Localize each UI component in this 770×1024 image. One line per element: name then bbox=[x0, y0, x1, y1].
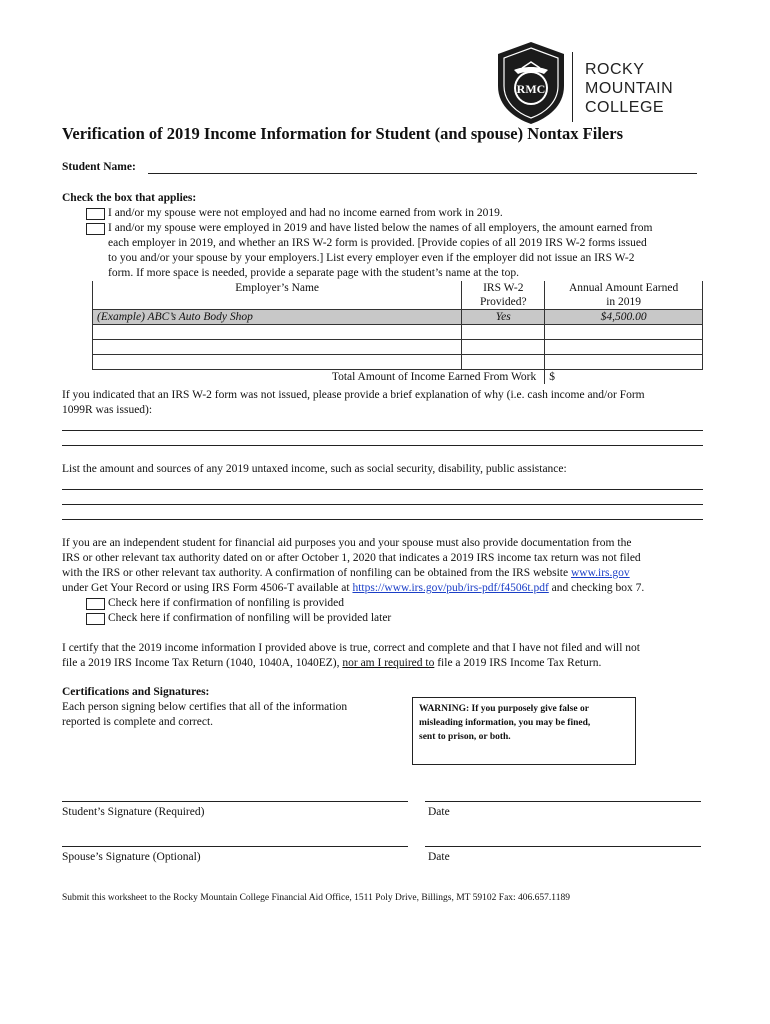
spouse-date-label: Date bbox=[428, 851, 450, 863]
w2-provided-header bbox=[462, 281, 545, 310]
independent-line4 bbox=[62, 581, 644, 596]
certify-line2-text: file a 2019 IRS Income Tax Return (1040, 1040A, 1040EZ), bbox=[62, 657, 343, 669]
nonfiling-later-checkbox[interactable] bbox=[86, 613, 105, 625]
amount-cell[interactable] bbox=[545, 355, 703, 370]
w2-cell[interactable] bbox=[462, 325, 545, 340]
nonfiling-provided-label: Check here if confirmation of nonfiling is provided bbox=[108, 597, 345, 609]
warning-line1: WARNING: If you purposely give false or bbox=[419, 704, 589, 714]
college-name-line1: ROCKY bbox=[585, 61, 645, 78]
warning-line2: misleading information, you may be fined, bbox=[419, 718, 591, 728]
employer-table bbox=[92, 281, 703, 384]
form-4506t-link[interactable]: https://www.irs.gov/pub/irs-pdf/f4506t.pdf bbox=[352, 582, 549, 594]
spouse-date-field[interactable] bbox=[425, 846, 701, 847]
spouse-signature-field[interactable] bbox=[62, 846, 408, 847]
w2-explanation-line[interactable] bbox=[62, 445, 703, 446]
student-name-label: Student Name: bbox=[62, 161, 136, 173]
signatures-desc-line1: Each person signing below certifies that all of the information bbox=[62, 701, 348, 713]
employer-name-header-text: Employer’s Name bbox=[235, 282, 320, 294]
student-date-label: Date bbox=[428, 806, 450, 818]
independent-line3-text: with the IRS or other relevant tax authority. A confirmation of nonfiling can be obtained from the IRS website bbox=[62, 567, 571, 579]
independent-line2: IRS or other relevant tax authority dated on or after October 1, 2020 that indicates a 2019 IRS income tax return was not filed bbox=[62, 552, 641, 564]
w2-explanation-prompt-line1: If you indicated that an IRS W-2 form was not issued, please provide a brief explanation of why (i.e. cash income and/or Form bbox=[62, 389, 645, 401]
table-row[interactable] bbox=[93, 325, 703, 340]
amount-cell[interactable] bbox=[545, 325, 703, 340]
footer-submit-instructions: Submit this worksheet to the Rocky Mountain College Financial Aid Office, 1511 Poly Drive, Billings, MT 59102 Fax: 406.657.1189 bbox=[62, 893, 570, 903]
independent-line4-tail: and checking box 7. bbox=[548, 582, 645, 594]
warning-box bbox=[412, 697, 636, 765]
untaxed-income-line[interactable] bbox=[62, 519, 703, 520]
total-amount-cell[interactable] bbox=[545, 370, 703, 385]
untaxed-income-prompt: List the amount and sources of any 2019 untaxed income, such as social security, disability, public assistance: bbox=[62, 463, 567, 475]
nonfiling-later-label: Check here if confirmation of nonfiling will be provided later bbox=[108, 612, 392, 624]
table-row[interactable] bbox=[93, 340, 703, 355]
employer-name-header bbox=[93, 281, 462, 310]
signatures-desc-line2: reported is complete and correct. bbox=[62, 716, 214, 728]
employer-name-cell[interactable] bbox=[93, 355, 462, 370]
independent-line4-text: under Get Your Record or using IRS Form 4506-T available at bbox=[62, 582, 353, 594]
independent-line3 bbox=[62, 566, 630, 581]
student-name-field[interactable] bbox=[148, 173, 697, 174]
amount-cell[interactable] bbox=[545, 340, 703, 355]
college-name bbox=[585, 60, 673, 117]
example-row bbox=[93, 310, 703, 325]
employed-label-line3: to you and/or your spouse by your employers.] List every employer even if the employer did not issue an IRS W-2 bbox=[108, 252, 635, 264]
employed-label-line4: form. If more space is needed, provide a separate page with the student’s name at the top. bbox=[108, 267, 519, 279]
not-employed-label: I and/or my spouse were not employed and had no income earned from work in 2019. bbox=[108, 207, 503, 219]
table-row[interactable] bbox=[93, 355, 703, 370]
example-w2: Yes bbox=[462, 310, 545, 325]
check-box-heading: Check the box that applies: bbox=[62, 192, 197, 204]
annual-amount-header bbox=[545, 281, 703, 310]
example-amount: $4,500.00 bbox=[545, 310, 703, 325]
w2-cell[interactable] bbox=[462, 355, 545, 370]
employed-label-line2: each employer in 2019, and whether an IRS W-2 form is provided. [Provide copies of all 2019 IRS W-2 forms issued bbox=[108, 237, 647, 249]
example-employer: (Example) ABC’s Auto Body Shop bbox=[93, 310, 462, 325]
w2-cell[interactable] bbox=[462, 340, 545, 355]
nonfiling-provided-checkbox[interactable] bbox=[86, 598, 105, 610]
w2-header-line1: IRS W-2 bbox=[483, 282, 524, 294]
employer-name-cell[interactable] bbox=[93, 340, 462, 355]
signatures-heading: Certifications and Signatures: bbox=[62, 686, 210, 698]
w2-explanation-prompt-line2: 1099R was issued): bbox=[62, 404, 153, 416]
table-header-row bbox=[93, 281, 703, 310]
total-row bbox=[93, 370, 703, 385]
not-employed-checkbox[interactable] bbox=[86, 208, 105, 220]
logo-divider bbox=[572, 52, 573, 122]
college-name-line2: MOUNTAIN bbox=[585, 80, 674, 97]
employed-label-line1: I and/or my spouse were employed in 2019 and have listed below the names of all employers, the amount earned from bbox=[108, 222, 653, 234]
untaxed-income-line[interactable] bbox=[62, 489, 703, 490]
certify-line2-tail: file a 2019 IRS Income Tax Return. bbox=[434, 657, 602, 669]
untaxed-income-line[interactable] bbox=[62, 504, 703, 505]
warning-line3: sent to prison, or both. bbox=[419, 732, 511, 742]
certify-line2 bbox=[62, 656, 601, 671]
total-currency: $ bbox=[549, 371, 555, 383]
amount-header-line1: Annual Amount Earned bbox=[569, 282, 679, 294]
college-name-line3: COLLEGE bbox=[585, 99, 665, 116]
irs-website-link[interactable]: www.irs.gov bbox=[570, 567, 630, 579]
student-signature-field[interactable] bbox=[62, 801, 408, 802]
spouse-signature-label: Spouse’s Signature (Optional) bbox=[62, 851, 201, 863]
page-title: Verification of 2019 Income Information for Student (and spouse) Nontax Filers bbox=[62, 124, 623, 143]
employer-name-cell[interactable] bbox=[93, 325, 462, 340]
w2-header-line2: Provided? bbox=[479, 296, 527, 308]
rmc-seal-text: RMC bbox=[516, 82, 546, 96]
amount-header-line2: in 2019 bbox=[606, 296, 642, 308]
certify-line1: I certify that the 2019 income information I provided above is true, correct and complete and that I have not filed and will not bbox=[62, 642, 641, 654]
student-signature-label: Student’s Signature (Required) bbox=[62, 806, 205, 818]
total-label: Total Amount of Income Earned From Work bbox=[331, 371, 537, 383]
certify-underlined: nor am I required to bbox=[342, 657, 435, 669]
w2-explanation-line[interactable] bbox=[62, 430, 703, 431]
independent-line1: If you are an independent student for financial aid purposes you and your spouse must also provide documentation from the bbox=[62, 537, 632, 549]
student-date-field[interactable] bbox=[425, 801, 701, 802]
employed-checkbox[interactable] bbox=[86, 223, 105, 235]
